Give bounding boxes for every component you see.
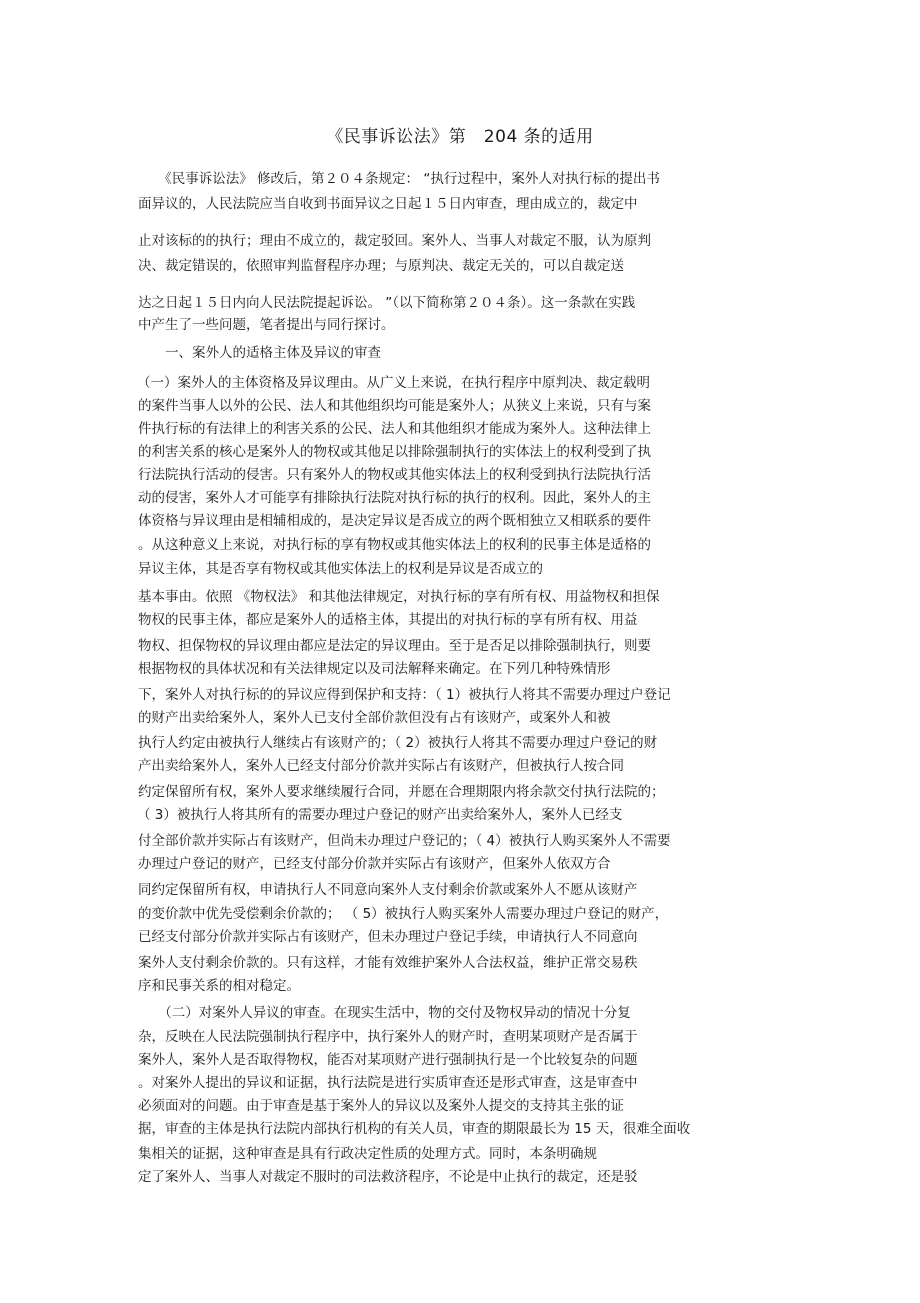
body-line: （一）案外人的主体资格及异议理由。从广义上来说，在执行程序中原判决、裁定载明 — [137, 375, 650, 391]
body-line: 定了案外人、当事人对裁定不服时的司法救济程序，不论是中止执行的裁定，还是驳 — [138, 1169, 638, 1185]
body-line: 达之日起１５日内向人民法院提起诉讼。 ”（以下简称第２０４条）。这一条款在实践 — [138, 295, 636, 311]
body-line: 动的侵害，案外人才可能享有排除执行法院对执行标的执行的权利。因此，案外人的主 — [138, 490, 651, 506]
body-line: 体资格与异议理由是相辅相成的，是决定异议是否成立的两个既相独立又相联系的要件 — [138, 513, 651, 529]
body-line: 案外人支付剩余价款的。只有这样，才能有效维护案外人合法权益，维护正常交易秩 — [138, 955, 638, 971]
body-line: 付全部价款并实际占有该财产，但尚未办理过户登记的；（ 4）被执行人购买案外人不需要 — [138, 833, 671, 849]
body-line: 异议主体，其是否享有物权或其他实体法上的权利是异议是否成立的 — [138, 561, 543, 577]
body-line: 案外人，案外人是否取得物权，能否对某项财产进行强制执行是一个比较复杂的问题 — [138, 1052, 638, 1068]
body-line: 产出卖给案外人，案外人已经支付部分价款并实际占有该财产，但被执行人按合同 — [138, 758, 624, 774]
body-line: 的变价款中优先受偿剩余价款的； （ 5）被执行人购买案外人需要办理过户登记的财产， — [138, 906, 669, 922]
body-line: 件执行标的有法律上的利害关系的公民、法人和其他组织才能成为案外人。这种法律上 — [138, 421, 651, 437]
body-line: 已经支付部分价款并实际占有该财产，但未办理过户登记手续，申请执行人不同意向 — [138, 929, 638, 945]
body-line: 面异议的，人民法院应当自收到书面异议之日起１５日内审查，理由成立的，裁定中 — [138, 196, 638, 212]
body-line: 《民事诉讼法》 修改后，第２０４条规定： “执行过程中，案外人对执行标的提出书 — [138, 171, 660, 187]
body-line: 必须面对的问题。由于审查是基于案外人的异议以及案外人提交的支持其主张的证 — [138, 1098, 624, 1114]
body-line: 的财产出卖给案外人，案外人已支付全部价款但没有占有该财产，或案外人和被 — [138, 710, 611, 726]
body-line: 物权、担保物权的异议理由都应是法定的异议理由。至于是否足以排除强制执行，则要 — [138, 638, 651, 654]
body-line: 集相关的证据，这种审查是具有行政决定性质的处理方式。同时，本条明确规 — [138, 1146, 597, 1162]
body-line: （ 3）被执行人将其所有的需要办理过户登记的财产出卖给案外人，案外人已经支 — [137, 807, 623, 823]
body-line: 。对案外人提出的异议和证据，执行法院是进行实质审查还是形式审查，这是审查中 — [138, 1075, 638, 1091]
body-line: 执行人约定由被执行人继续占有该财产的；（ 2）被执行人将其不需要办理过户登记的财 — [138, 735, 658, 751]
body-line: 物权的民事主体，都应是案外人的适格主体，其提出的对执行标的享有所有权、用益 — [138, 612, 638, 628]
document-title: 《民事诉讼法》第 204 条的适用 — [326, 127, 594, 147]
body-line: 的利害关系的核心是案外人的物权或其他足以排除强制执行的实体法上的权利受到了执 — [138, 444, 651, 460]
body-line: 中产生了一些问题，笔者提出与同行探讨。 — [138, 317, 395, 333]
body-line: 。从这种意义上来说，对执行标的享有物权或其他实体法上的权利的民事主体是适格的 — [138, 537, 651, 553]
body-line: 决、裁定错误的，依照审判监督程序办理；与原判决、裁定无关的，可以自裁定送 — [138, 258, 624, 274]
body-line: （二）对案外人异议的审查。在现实生活中，物的交付及物权异动的情况十分复 — [138, 1005, 631, 1021]
body-line: 根据物权的具体状况和有关法律规定以及司法解释来确定。在下列几种特殊情形 — [138, 661, 611, 677]
body-line: 止对该标的的执行；理由不成立的，裁定驳回。案外人、当事人对裁定不服，认为原判 — [138, 233, 651, 249]
body-line: 据，审查的主体是执行法院内部执行机构的有关人员，审查的期限最长为 15 天，很难全面收 — [138, 1121, 691, 1137]
body-line: 同约定保留所有权，申请执行人不同意向案外人支付剩余价款或案外人不愿从该财产 — [138, 882, 638, 898]
body-line: 基本事由。依照 《物权法》 和其他法律规定，对执行标的享有所有权、用益物权和担保 — [138, 589, 660, 605]
body-line: 下，案外人对执行标的的异议应得到保护和支持：（ 1）被执行人将其不需要办理过户登记 — [138, 687, 671, 703]
body-line: 行法院执行活动的侵害。只有案外人的物权或其他实体法上的权利受到执行法院执行活 — [138, 467, 651, 483]
body-line: 序和民事关系的相对稳定。 — [138, 978, 300, 994]
body-line: 杂，反映在人民法院强制执行程序中，执行案外人的财产时，查明某项财产是否属于 — [138, 1029, 638, 1045]
body-line: 一、案外人的适格主体及异议的审查 — [138, 345, 381, 361]
body-line: 办理过户登记的财产，已经支付部分价款并实际占有该财产，但案外人依双方合 — [138, 856, 611, 872]
body-line: 约定保留所有权，案外人要求继续履行合同，并愿在合理期限内将余款交付执行法院的； — [138, 784, 665, 800]
body-line: 的案件当事人以外的公民、法人和其他组织均可能是案外人；从狭义上来说，只有与案 — [138, 398, 651, 414]
